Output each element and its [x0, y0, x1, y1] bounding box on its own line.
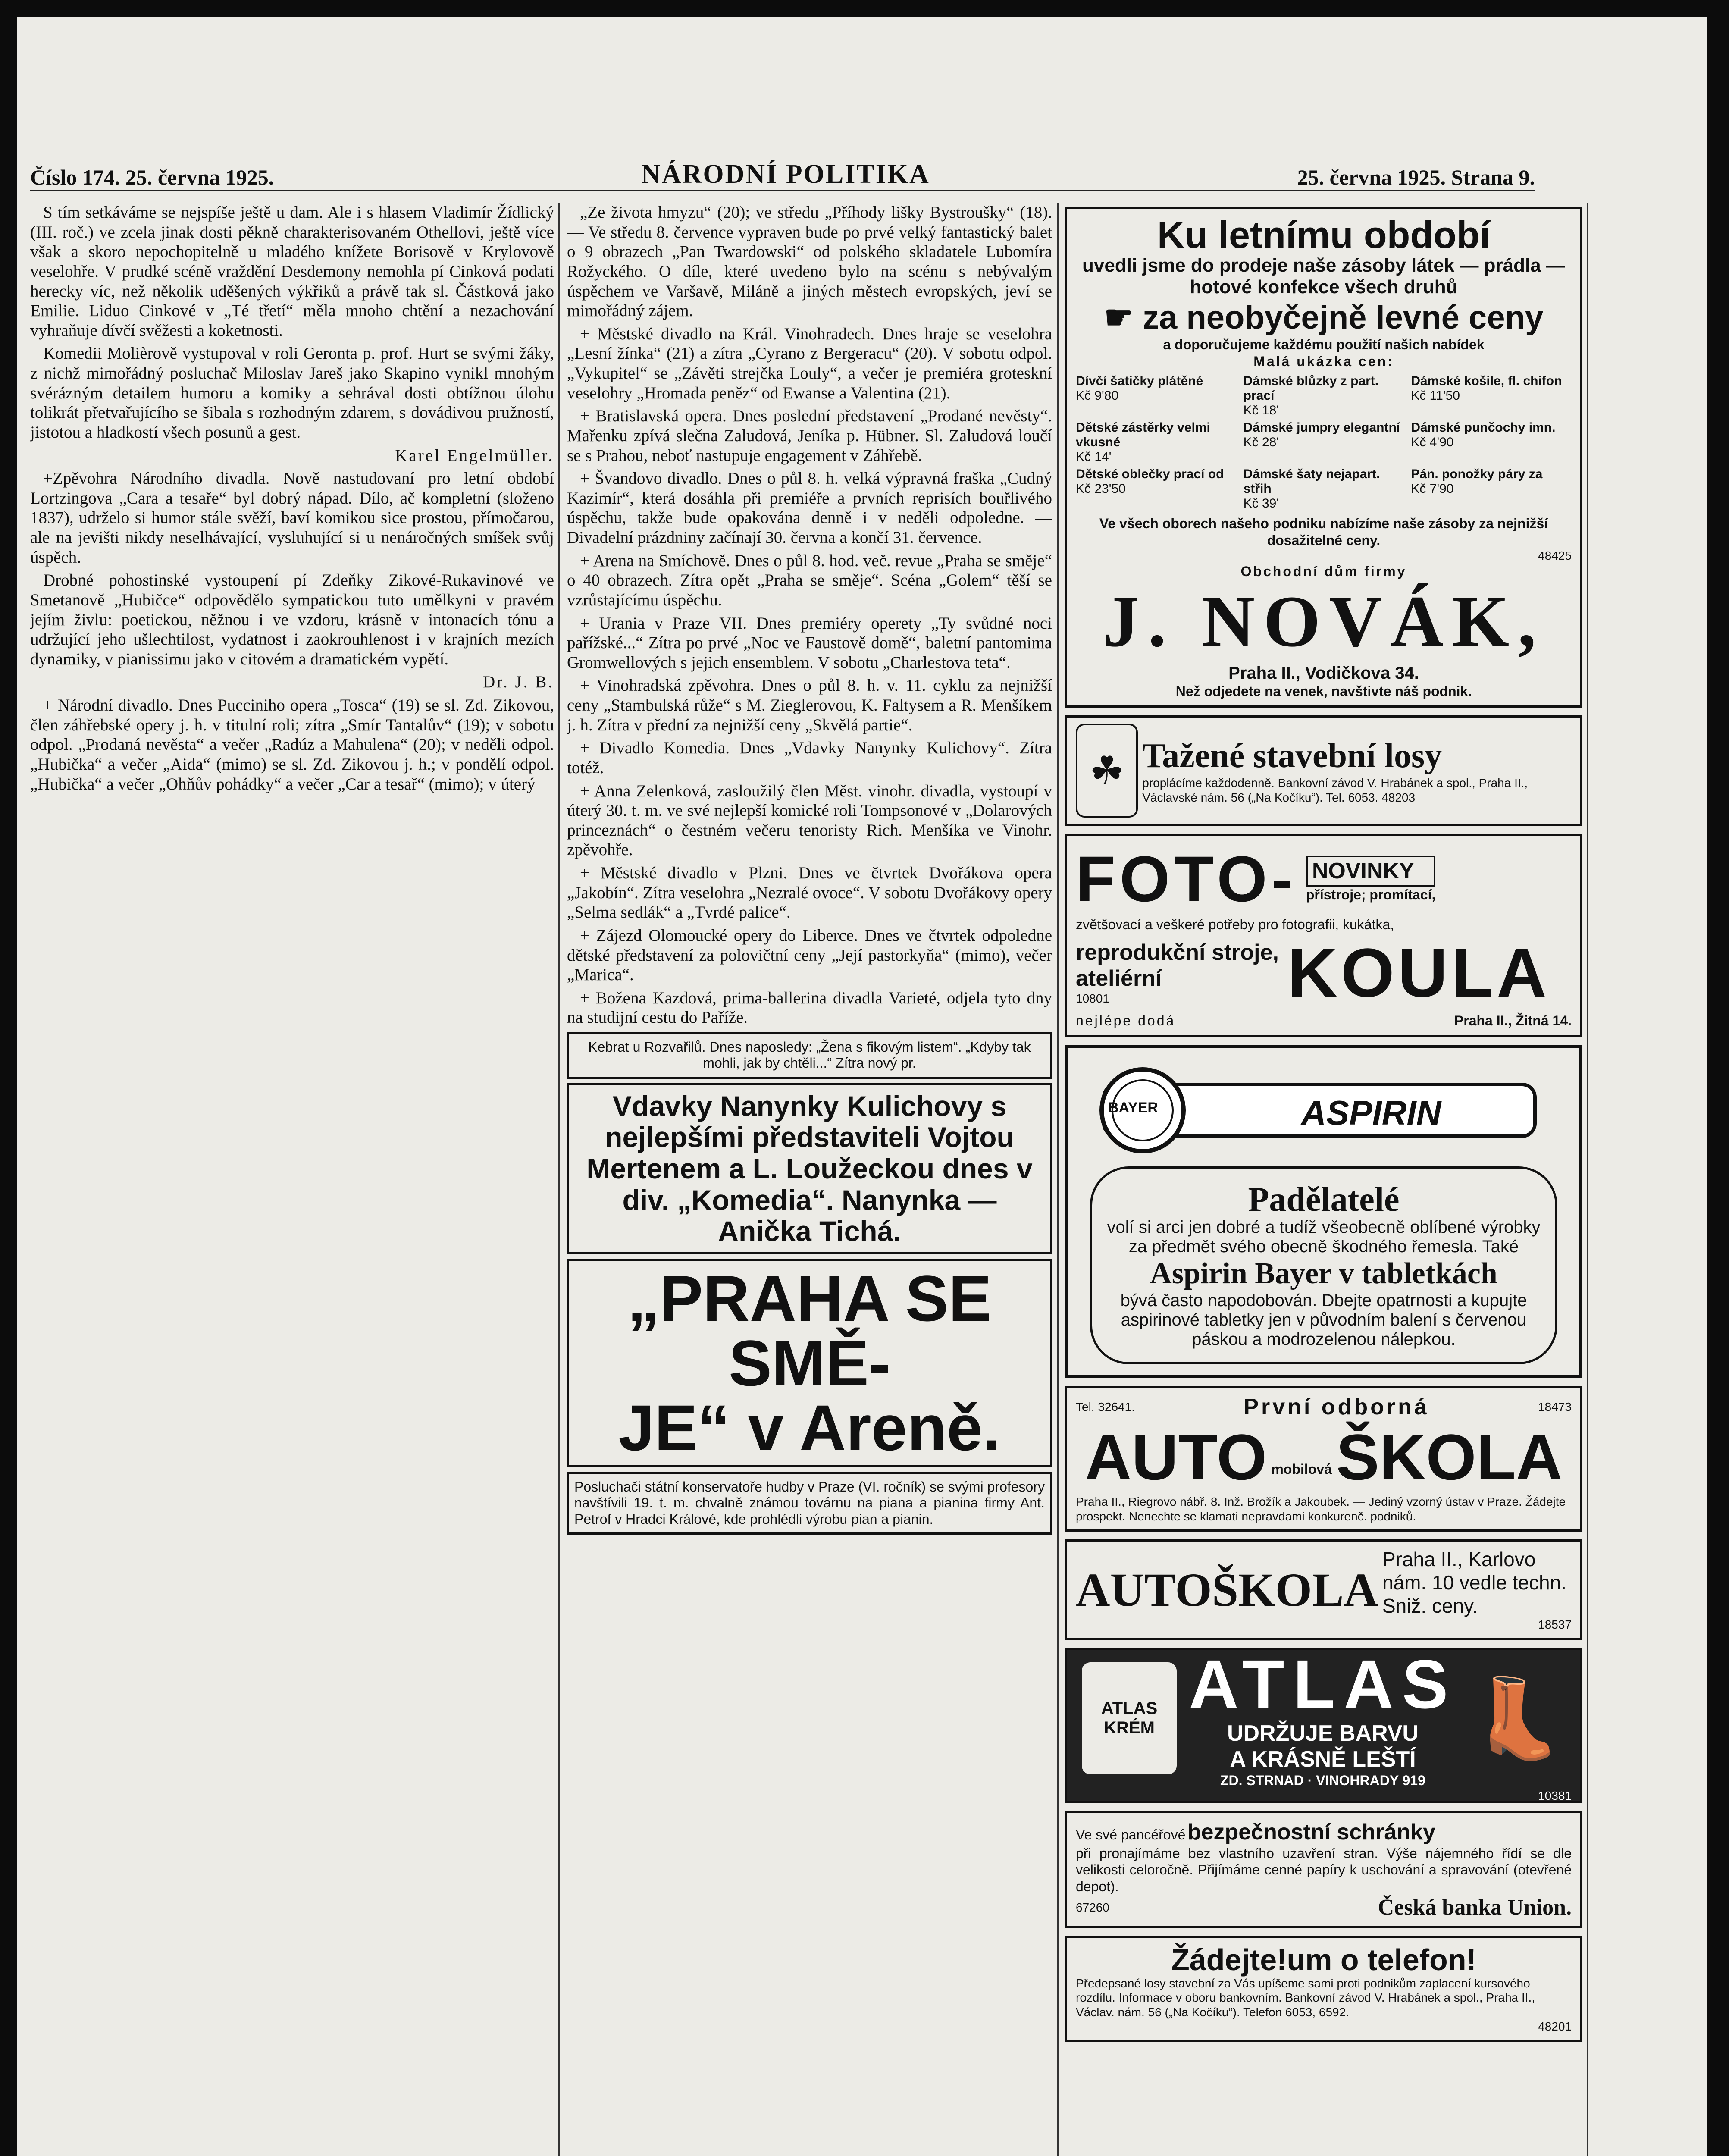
article-paragraph: + Arena na Smíchově. Dnes o půl 8. hod. več. revue „Praha se směje“ o 40 obrazech. Zítra opět „Praha se směje“. Scéna „Golem“ těší se vzrůstajícímu úspěchu.: [567, 551, 1052, 609]
ad-novak-address: Praha II., Vodičkova 34.: [1228, 663, 1419, 683]
ad-novak-recommend: a doporučujeme každému použití našich nabídek: [1163, 337, 1485, 353]
ad-autoskola2-title: AUTOŠKOLA: [1076, 1563, 1378, 1616]
ad-atlas: [1065, 1645, 1582, 1803]
price-sample: Dámské šaty nejapart. střih Kč 39': [1243, 467, 1380, 511]
ad-vdavky: [567, 1083, 1052, 1254]
ad-posluchaci-text: Posluchači státní konservatoře hudby v Praze (VI. ročník) se svými profesory navštívili 19. t. m. chvalně známou továrnu na piana a pianina firmy Ant. Petrof v Hradci Králové, kde prohlédli výrobu pian a pianin.: [574, 1479, 1045, 1527]
ad-autoskola-code: 18473: [1538, 1400, 1572, 1414]
ad-schranky: [1065, 1811, 1582, 1928]
shoe-icon: 👢: [1469, 1675, 1566, 1762]
ad-schranky-code: 67260: [1076, 1900, 1109, 1914]
date-page: 25. června 1925. Strana 9.: [1297, 165, 1535, 189]
ad-foto-pristroje: přístroje; promítací,: [1306, 887, 1436, 903]
article-signature: Dr. J. B.: [483, 673, 554, 692]
ad-telefon-title: Žádejte!um o telefon!: [1171, 1943, 1476, 1977]
ad-aspirin-title: Padělatelé: [1248, 1181, 1400, 1219]
ad-novak-brand: J. NOVÁK,: [1103, 580, 1545, 662]
article-column-2: [567, 203, 1052, 2156]
ad-aspirin-body: volí si arci jen dobré a tudíž všeobecně oblíbené výrobky za předmět svého obecně škodného řemesla. Také: [1107, 1218, 1541, 1257]
article-paragraph: + Národní divadlo. Dnes Pucciniho opera „Tosca“ (19) se sl. Zd. Zikovou, člen záhřebské opery j. h. v titulní roli; zítra „Smír Tantalův“ (19); v sobotu odpol. „Prodaná nevěsta“ a večer „Radúz a Mahulena“ (20); v neděli odpol. „Hubička“ a večer „Aida“ (mimo) se sl. Zd. Zikovou j. h.; v pondělí odpol. „Hubička“ a večer „Ohňův pohádky“ a večer „Car a tesař“ (mimo); v úterý: [30, 696, 554, 793]
article-paragraph: Drobné pohostinské vystoupení pí Zdeňky Zikové-Rukavinové ve Smetanově „Hubičce“ odpovědělo sympatickou tuto umělkyni v pravém jejím živlu: poetickou, něžnou i ve vzdoru, krásně v intonacích tónu a udržující jeho ušlechtilost, vydatnost i zaokrouhlenost i v krajních mezích dynamiky, v pianissimu jako v citovém a dramatickém vypětí.: [30, 571, 554, 668]
ad-autoskola-1: [1065, 1386, 1582, 1532]
ad-novak-house: Obchodní dům firmy: [1240, 563, 1407, 579]
article-paragraph: +Zpěvohra Národního divadla. Nově nastudovaní pro letní období Lortzingova „Cara a tesaře“ byl dobrý nápad. Dílo, ač kompletní (složeno 1837), udrželo si humor stále svěží, baví komikou sice prostou, přímočarou, ale na jevišti nikdy neselhávající, vysluhující si u nenáročných smíšek svůj úspěch.: [30, 469, 554, 567]
ad-telefon-code: 48201: [1538, 2020, 1572, 2034]
ad-autoskola-tel: Tel. 32641.: [1076, 1400, 1135, 1414]
article-paragraph: + Městské divadlo na Král. Vinohradech. Dnes hraje se veselohra „Lesní žínka“ (21) a zítra „Cyrano z Bergeracu“ (20). V sobotu odpol. „Vykupitel“ se „Závěti strejčka Louly“, a večer je premiéra groteskní veselohry „Hromada peněz“ od Ewanse a Valentina (21).: [567, 324, 1052, 402]
ad-foto-name: KOULA: [1287, 934, 1550, 1011]
article-paragraph: + Divadlo Komedia. Dnes „Vdavky Nanynky Kulichovy“. Zítra totéž.: [567, 739, 1052, 777]
article-paragraph: + Anna Zelenková, zasloužilý člen Měst. vinohr. divadla, vystoupí v úterý 30. t. m. ve své nejlepší komické roli Tompsonové v „Dolarových princeznách“ o čestném večeru tenoristy Rich. Menšíka ve Vinohr. zpěvohře.: [567, 781, 1052, 859]
ad-praha-line-2: JE“ v Areně.: [618, 1391, 1001, 1464]
ad-novak-price-line: ☛ za neobyčejně levné ceny: [1104, 299, 1544, 336]
column-divider: [1057, 203, 1059, 2156]
ad-foto-code: 10801: [1076, 991, 1109, 1005]
ad-autoskola2-addr: Praha II., Karlovo nám. 10 vedle techn. Sniž. ceny.: [1382, 1548, 1566, 1617]
ad-schranky-intro: Ve své pancéřové: [1076, 1827, 1186, 1843]
ad-novak-headline: Ku letnímu období: [1157, 213, 1491, 256]
ad-posluchaci: [567, 1472, 1052, 1535]
column-divider: [558, 203, 560, 2156]
ad-aspirin-product: Aspirin Bayer v tabletkách: [1150, 1257, 1497, 1291]
ad-praha-se-smeje: [567, 1259, 1052, 1467]
right-page-edge: [1587, 203, 1588, 2156]
ad-aspirin-tube-label: ASPIRIN: [1301, 1094, 1441, 1132]
ad-autoskola-2: [1065, 1539, 1582, 1640]
ad-atlas-line-1: UDRŽUJE BARVU: [1227, 1720, 1419, 1746]
article-paragraph: + Bratislavská opera. Dnes poslední představení „Prodané nevěsty“. Mařenku zpívá slečna Zaludová, Jeníka p. Hübner. Sl. Zaludová loučí se s Prahou, neboť nastupuje engagement v Záhřebě.: [567, 407, 1052, 465]
issue-number: Číslo 174. 25. června 1925.: [30, 165, 274, 189]
pointing-hand-icon: ☛: [1104, 299, 1143, 336]
ad-novak-sample-head: Malá ukázka cen:: [1253, 353, 1394, 369]
article-paragraph: + Městské divadlo v Plzni. Dnes ve čtvrtek Dvořákova opera „Jakobín“. Zítra veselohra „Nezralé ovoce“. V sobotu Dvořákovy opery „Selma sedlák“ a „Tvrdé palice“.: [567, 864, 1052, 922]
ad-foto-best: nejlépe dodá: [1076, 1012, 1176, 1028]
ad-autoskola-mobil: mobilová: [1271, 1461, 1332, 1477]
ad-autoskola2-code: 18537: [1538, 1618, 1572, 1632]
price-sample: Dámské jumpry elegantní Kč 28': [1243, 420, 1400, 450]
ad-autoskola-head: První odborná: [1244, 1395, 1429, 1420]
article-paragraph: + Švandovo divadlo. Dnes o půl 8. h. velká výpravná fraška „Cudný Kazimír“, která dosáhla při premiéře a prvních reprisích bouřlivého úspěchu, takže bude opakována denně i v neděli odpoledne. — Divadelní prázdniny začínají 30. června a končí 31. července.: [567, 469, 1052, 547]
ad-foto-novinky: NOVINKY: [1306, 856, 1436, 887]
advertisement-column: [1065, 207, 1582, 2156]
ad-novak-sub: uvedli jsme do prodeje naše zásoby látek — prádla — hotové konfekce všech druhů: [1082, 255, 1565, 298]
article-signature: Karel Engelmüller.: [395, 446, 554, 465]
ad-schranky-title: bezpečnostní schránky: [1187, 1819, 1435, 1845]
price-sample: Dětské oblečky prací od Kč 23'50: [1076, 467, 1224, 496]
article-paragraph: + Zájezd Olomoucké opery do Liberce. Dnes ve čtvrtek odpoledne dětské představení za polovičtní ceny „Její pastorkyňa“ (mimo), večer „Marica“.: [567, 926, 1052, 984]
ad-losy: [1065, 715, 1582, 826]
ad-losy-text: proplácíme každodenně. Bankovní závod V. Hrabánek a spol., Praha II., Václavské nám. 56 („Na Kočíku“). Tel. 6053. 48203: [1142, 776, 1528, 804]
ad-kebrat: [567, 1032, 1052, 1079]
ad-telefon-text: Předepsané losy stavební za Vás upíšeme sami proti podnikům zaplacení kursového rozdílu. Informace v oboru bankovním. Bankovní závod V. Hrabánek a spol., Praha II., Václav. nám. 56 („Na Kočíku“). Telefon 6053, 6592.: [1076, 1976, 1535, 2019]
price-sample: Dámské punčochy imn. Kč 4'90: [1411, 420, 1556, 450]
newspaper-page: [17, 17, 1707, 2156]
ad-novak-foot: Ve všech oborech našeho podniku nabízíme naše zásoby za nejnižší dosažitelné ceny.: [1099, 516, 1548, 548]
ad-vdavky-text: Vdavky Nanynky Kulichovy s nejlepšími představiteli Vojtou Mertenem a L. Loužeckou dnes v div. „Komedia“. Nanynka — Anička Tichá.: [586, 1090, 1033, 1247]
ad-aspirin: [1065, 1045, 1582, 1378]
newspaper-title: NÁRODNÍ POLITIKA: [641, 160, 930, 189]
ad-autoskola-auto: AUTO: [1085, 1421, 1267, 1494]
ad-novak: [1065, 207, 1582, 708]
ad-foto-desc: zvětšovací a veškeré potřeby pro fotografii, kukátka,: [1076, 917, 1394, 933]
article-column-1: [30, 203, 554, 2156]
ad-foto-brand: FOTO-: [1076, 843, 1297, 915]
ad-atlas-line-2: A KRÁSNĚ LEŠTÍ: [1230, 1746, 1416, 1772]
ad-foto-addr: Praha II., Žitná 14.: [1454, 1012, 1572, 1028]
price-sample: Dámské košile, fl. chifon Kč 11'50: [1411, 374, 1562, 403]
ad-aspirin-body-2: bývá často napodobován. Dbejte opatrnosti a kupujte aspirinové tabletky jen v původním balení s červenou páskou a modrozelenou nálepkou.: [1120, 1291, 1527, 1349]
article-paragraph: „Ze života hmyzu“ (20); ve středu „Příhody lišky Bystroušky“ (18). — Ve středu 8. července vypraven bude po prvé velký fantastický balet o 9 obrazech „Pan Twardowski“ od polského skladatele Lubomíra Rožyckého. O díle, které uvedeno bylo na scénu s nebývalým úspěchem ve Varšavě, Miláně a jiných městech evropských, jeví se mimořádný zájem.: [567, 203, 1052, 320]
article-paragraph: + Urania v Praze VII. Dnes premiéry operety „Ty svůdné noci pařížské...“ Zítra po prvé „Noc ve Faustově domě“, baletní pantomima Gromwellových s jejich ensemblem. V sobotu „Charlestova teta“.: [567, 614, 1052, 672]
price-sample: Pán. ponožky páry za Kč 7'90: [1411, 467, 1543, 496]
ad-atlas-jar: ATLAS KRÉM: [1082, 1662, 1177, 1774]
masthead: [30, 160, 1535, 191]
money-bag-icon: ☘: [1076, 724, 1138, 818]
price-sample: Dívčí šatičky plátěné Kč 9'80: [1076, 374, 1203, 403]
article-paragraph: S tím setkáváme se nejspíše ještě u dam. Ale i s hlasem Vladimír Žídlický (III. roč.) ve zcela jinak dosti pěkně charakterisovaném Othellovi, ještě více však a skoro nepochopitelně u mladého knížete Borisově v Krylovově veselohře. V prudké scéně vraždění Desdemony nemohla pí Cinková podati herecky víc, než několik uděšených výkřiků a právě tak sl. Částková jako Emilie. Liduo Cinkové v „Té třetí“ měla mnoho chtění a nezachování vyhraňuje dívčí svěžesti a koketnosti.: [30, 203, 554, 340]
article-paragraph: + Božena Kazdová, prima-ballerina divadla Varieté, odjela tyto dny na studijní cestu do Paříže.: [567, 988, 1052, 1027]
ad-novak-samples: [1076, 374, 1572, 511]
ad-novak-tail: Než odjedete na venek, navštivte náš podnik.: [1175, 683, 1472, 699]
ad-kebrat-text: Kebrat u Rozvařilů. Dnes naposledy: „Žena s fikovým listem“. „Kdyby tak mohli, jak by chtěli...“ Zítra nový pr.: [588, 1039, 1031, 1071]
ad-praha-line-1: „PRAHA SE SMĚ-: [627, 1262, 992, 1399]
ad-autoskola-text: Praha II., Riegrovo nábř. 8. Inž. Brožík a Jakoubek. — Jediný vzorný ústav v Praze. Žádejte prospekt. Nenechte se klamati nepravdami konkurenč. podniků.: [1076, 1495, 1566, 1523]
ad-foto-koula: [1065, 834, 1582, 1037]
ad-foto-atelier: ateliérní: [1076, 965, 1162, 991]
ad-novak-code: 48425: [1538, 548, 1572, 562]
aspirin-octagon: [1090, 1166, 1557, 1364]
ad-schranky-bank: Česká banka Union.: [1378, 1895, 1572, 1920]
ad-atlas-code: 10381: [1538, 1789, 1572, 1803]
ad-autoskola-skola: ŠKOLA: [1336, 1421, 1563, 1494]
ad-aspirin-bayer: BAYER: [1108, 1100, 1158, 1116]
ad-telefon: [1065, 1936, 1582, 2042]
ad-losy-title: Tažené stavební losy: [1142, 737, 1442, 775]
ad-schranky-text: při pronajímáme bez vlastního uzavření stran. Výše nájemného řídí se dle velikosti celoročně. Přijímáme cenné papíry k uschování a spravování (otevřené depot).: [1076, 1845, 1572, 1894]
price-sample: Dětské zástěrky velmi vkusné Kč 14': [1076, 420, 1210, 464]
article-paragraph: + Vinohradská zpěvohra. Dnes o půl 8. h. v. 11. cyklu za nejnižší ceny „Stambulská růže“ s M. Zieglerovou, K. Faltysem a R. Menšíkem j. h. Zítra v přední za nejnižší ceny „Skvělá partie“.: [567, 676, 1052, 734]
aspirin-tube-illustration: [1077, 1059, 1570, 1158]
ad-atlas-addr: ZD. STRNAD · VINOHRADY 919: [1220, 1772, 1425, 1788]
ad-foto-repro: reprodukční stroje,: [1076, 940, 1279, 965]
article-paragraph: Komedii Molièrově vystupoval v roli Geronta p. prof. Hurt se svými žáky, z nichž mimořádný posluchač Miloslav Jareš jako Skapino vynikl mnohým svérázným detailem humoru a komiky a sehrával dosti obtížnou úlohu tolikrát přetvařujícího se šibala s rozhodným zdarem, s dovádivou pružností, jistotou a hladkostí všech posunů a gest.: [30, 344, 554, 442]
ad-atlas-title: ATLAS: [1189, 1645, 1457, 1723]
price-sample: Dámské blůzky z part. prací Kč 18': [1243, 374, 1379, 418]
